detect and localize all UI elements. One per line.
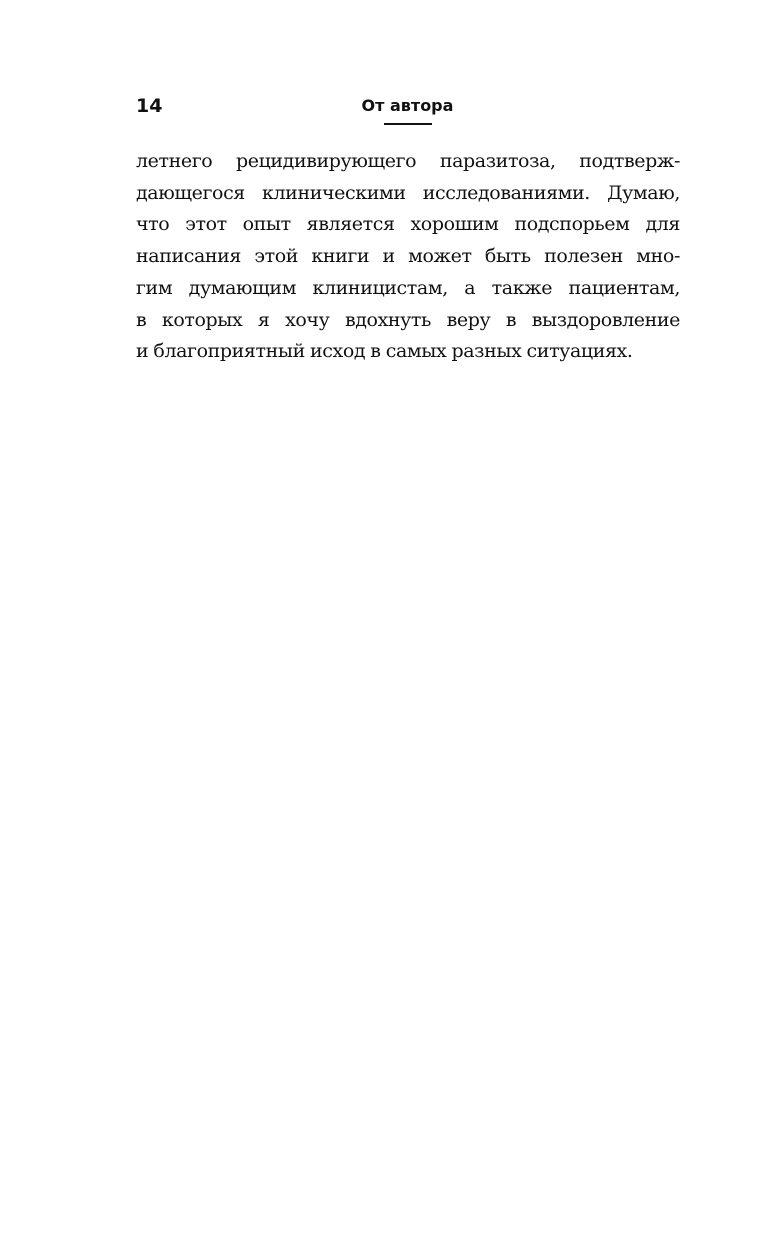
running-head: От автора	[361, 96, 454, 115]
text-line: летнего рецидивирующего паразитоза, подтверж-	[136, 150, 680, 172]
text-line: дающегося клиническими исследованиями. Думаю,	[136, 181, 680, 204]
text-line: написания этой книги и может быть полезен мно-	[136, 245, 680, 268]
body-paragraph	[136, 146, 680, 368]
text-line: и благоприятный исход в самых разных ситуациях.	[136, 340, 633, 363]
running-head-underline	[384, 123, 432, 125]
text-line: гим думающим клиницистам, а также пациентам,	[136, 276, 680, 299]
text-line: в которых я хочу вдохнуть веру в выздоровление	[136, 308, 680, 331]
page-number: 14	[136, 95, 163, 117]
text-line: что этот опыт является хорошим подспорьем для	[136, 213, 680, 236]
